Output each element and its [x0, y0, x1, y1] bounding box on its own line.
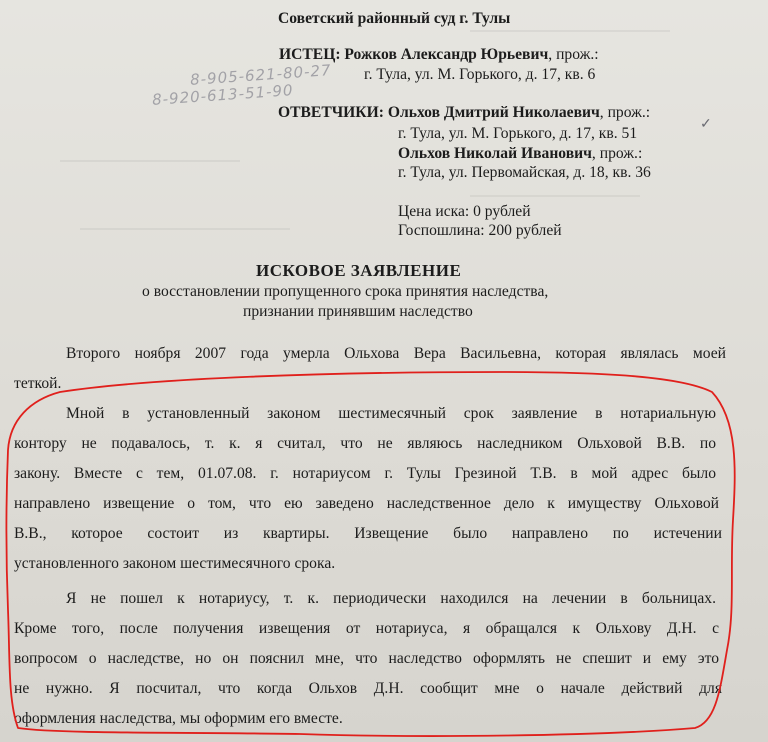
handwritten-phone-2: 8-920-613-51-90 [151, 81, 295, 109]
paragraph-3-line-5: оформления наследства, мы оформим его вместе. [14, 710, 343, 727]
defendant-1-line [278, 104, 650, 122]
document-subtitle-1: о восстановлении пропущенного срока принятия наследства, [142, 283, 549, 300]
paragraph-2-line-3: закону. Вместе с тем, 01.07.08. г. нотариусом г. Тулы Грезиной Т.В. в мой адрес было [14, 465, 716, 482]
paragraph-3-line-1: Я не пошел к нотариусу, т. к. периодически находился на лечении в больницах. [66, 590, 716, 607]
plaintiff-address: г. Тула, ул. М. Горького, д. 17, кв. 6 [364, 66, 596, 83]
plaintiff-name: Рожков Александр Юрьевич [344, 46, 549, 63]
defendant-1-address: г. Тула, ул. М. Горького, д. 17, кв. 51 [398, 125, 638, 142]
show-through-mark [60, 160, 240, 162]
defendant-2-name: Ольхов Николай Иванович [398, 145, 592, 162]
paragraph-2-line-5: В.В., которое состоит из квартиры. Извещение было направлено по истечении [14, 525, 722, 542]
document-title: ИСКОВОЕ ЗАЯВЛЕНИЕ [256, 261, 462, 280]
paragraph-2-line-2: контору не подавалось, т. к. я считал, что не являюсь наследником Ольховой В.В. по [14, 435, 716, 452]
handwritten-phone-1: 8-905-621-80-27 [189, 61, 333, 89]
defendants-label: ОТВЕТЧИКИ: [278, 104, 384, 121]
defendant-2-line [398, 145, 642, 163]
paragraph-1-line-1: Второго ноября 2007 года умерла Ольхова Вера Васильевна, которая являлась моей [66, 345, 726, 362]
document-subtitle-2: признании принявшим наследство [243, 303, 473, 320]
paragraph-3-line-4: не нужно. Я посчитал, что когда Ольхов Д.Н. сообщит мне о начале действий для [14, 680, 722, 697]
show-through-mark [470, 195, 640, 197]
pencil-check-icon: ✓ [700, 117, 712, 132]
defendant-1-suffix: , прож.: [599, 104, 651, 121]
claim-price: Цена иска: 0 рублей [398, 203, 531, 220]
show-through-mark [80, 228, 290, 230]
defendant-1-name: Ольхов Дмитрий Николаевич [387, 104, 600, 121]
defendant-2-address: г. Тула, ул. Первомайская, д. 18, кв. 36 [398, 164, 651, 181]
paragraph-2-line-4: направлено извещение о том, что ею заведено наследственное дело к имуществу Ольховой [14, 495, 719, 512]
plaintiff-label: ИСТЕЦ: [279, 46, 341, 63]
show-through-mark [470, 30, 670, 32]
paragraph-1-line-2: теткой. [14, 375, 62, 392]
paragraph-3-line-2: Кроме того, после получения извещения от нотариуса, я обращался к Ольхову Д.Н. с [14, 620, 719, 637]
paragraph-2-line-1: Мной в установленный законом шестимесячный срок заявление в нотариальную [66, 405, 716, 422]
paragraph-2-line-6: установленного законом шестимесячного срока. [14, 555, 336, 572]
defendant-2-suffix: , прож.: [591, 145, 643, 162]
plaintiff-suffix: , прож.: [548, 46, 599, 63]
paragraph-3-line-3: вопросом о наследстве, но он пояснил мне, что наследство оформлять не спешит и ему это [14, 650, 719, 667]
court-name: Советский районный суд г. Тулы [278, 10, 511, 27]
state-fee: Госпошлина: 200 рублей [398, 222, 562, 239]
